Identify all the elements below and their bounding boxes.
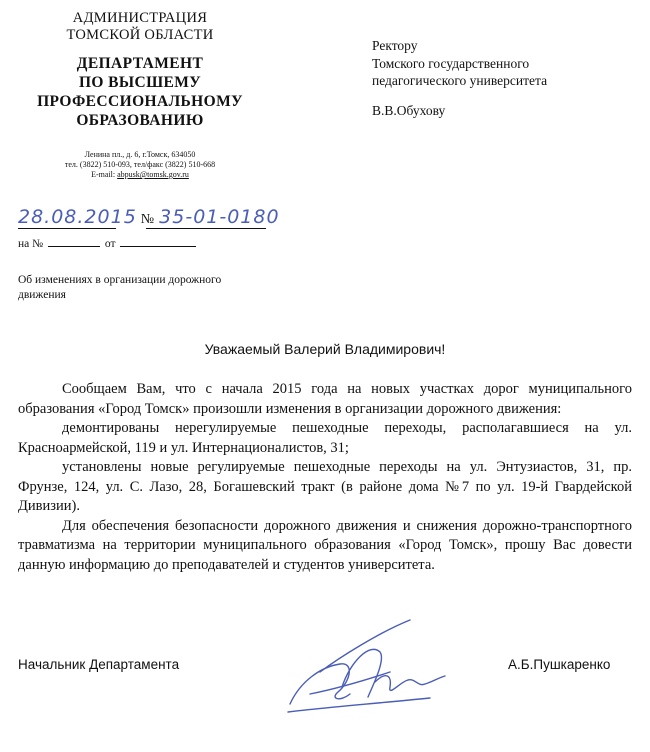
number-sign: № <box>140 212 156 227</box>
addressee-line-2: Томского государственного <box>372 55 530 71</box>
dept-line-3: ПРОФЕССИОНАЛЬНОМУ <box>37 93 243 110</box>
letterhead-admin <box>0 10 280 44</box>
phone-line: тел. (3822) 510-093, тел/факс (3822) 510-668 <box>64 160 216 169</box>
signatory-position: Начальник Департамента <box>18 657 180 672</box>
addressee-line-3: педагогического университета <box>372 73 548 88</box>
paragraph-4: Для обеспечения безопасности дорожного движения и снижения дорожно-транспортного травматизма на территории муниципального образования «Город Томск», прошу Вас довести данную информацию до преподавателей и студентов университета. <box>18 517 632 573</box>
paragraph-2: демонтированы нерегулируемые пешеходные переходы, располагавшиеся на ул. Красноармейской, 119 и ул. Интернационалистов, 31; <box>18 420 632 456</box>
subject: Об изменениях в организации дорожного движения <box>18 274 222 301</box>
dept-line-4: ОБРАЗОВАНИЮ <box>76 112 204 129</box>
admin-line-2: ТОМСКОЙ ОБЛАСТИ <box>66 27 214 43</box>
address-line: Ленина пл., д. 6, г.Томск, 634050 <box>84 150 196 159</box>
email-line <box>0 170 280 180</box>
addressee-name: В.В.Обухову <box>372 102 446 118</box>
ref-on-number: на № <box>18 238 44 250</box>
signatory-name: А.Б.Пушкаренко <box>508 657 611 672</box>
dept-line-1: ДЕПАРТАМЕНТ <box>76 55 204 72</box>
addressee-line-1: Ректору <box>372 38 418 53</box>
paragraph-1: Сообщаем Вам, что с начала 2015 года на новых участках дорог муниципального образования «Город Томск» произошли изменения в организации дорожного движения: <box>18 381 632 417</box>
handwritten-signature <box>280 612 450 722</box>
reference-line <box>18 238 196 250</box>
registration-stamp <box>18 206 280 228</box>
addressee-block <box>372 37 547 119</box>
dept-line-2: ПО ВЫСШЕМУ <box>78 74 202 91</box>
ref-number-blank <box>48 246 100 247</box>
letterhead-department <box>0 54 280 130</box>
registration-number: 35-01-0180 <box>159 206 280 228</box>
admin-line-1: АДМИНИСТРАЦИЯ <box>72 10 208 26</box>
ref-from: от <box>104 238 116 250</box>
email-label: E-mail: <box>91 170 116 179</box>
ref-date-blank <box>120 246 196 247</box>
letter-body <box>18 380 632 575</box>
letterhead-contacts <box>0 150 280 180</box>
salutation: Уважаемый Валерий Владимирович! <box>204 341 446 357</box>
date-underline <box>18 228 116 229</box>
email-link[interactable]: abpusk@tomsk.gov.ru <box>117 170 189 179</box>
registration-date: 28.08.2015 <box>18 206 137 228</box>
number-underline <box>146 228 266 229</box>
paragraph-3: установлены новые регулируемые пешеходные переходы на ул. Энтузиастов, 31, пр. Фрунзе, 124, ул. С. Лазо, 28, Богашевский тракт (в районе дома №7 по ул. 19-й Гвардейской Дивизии). <box>18 459 632 514</box>
